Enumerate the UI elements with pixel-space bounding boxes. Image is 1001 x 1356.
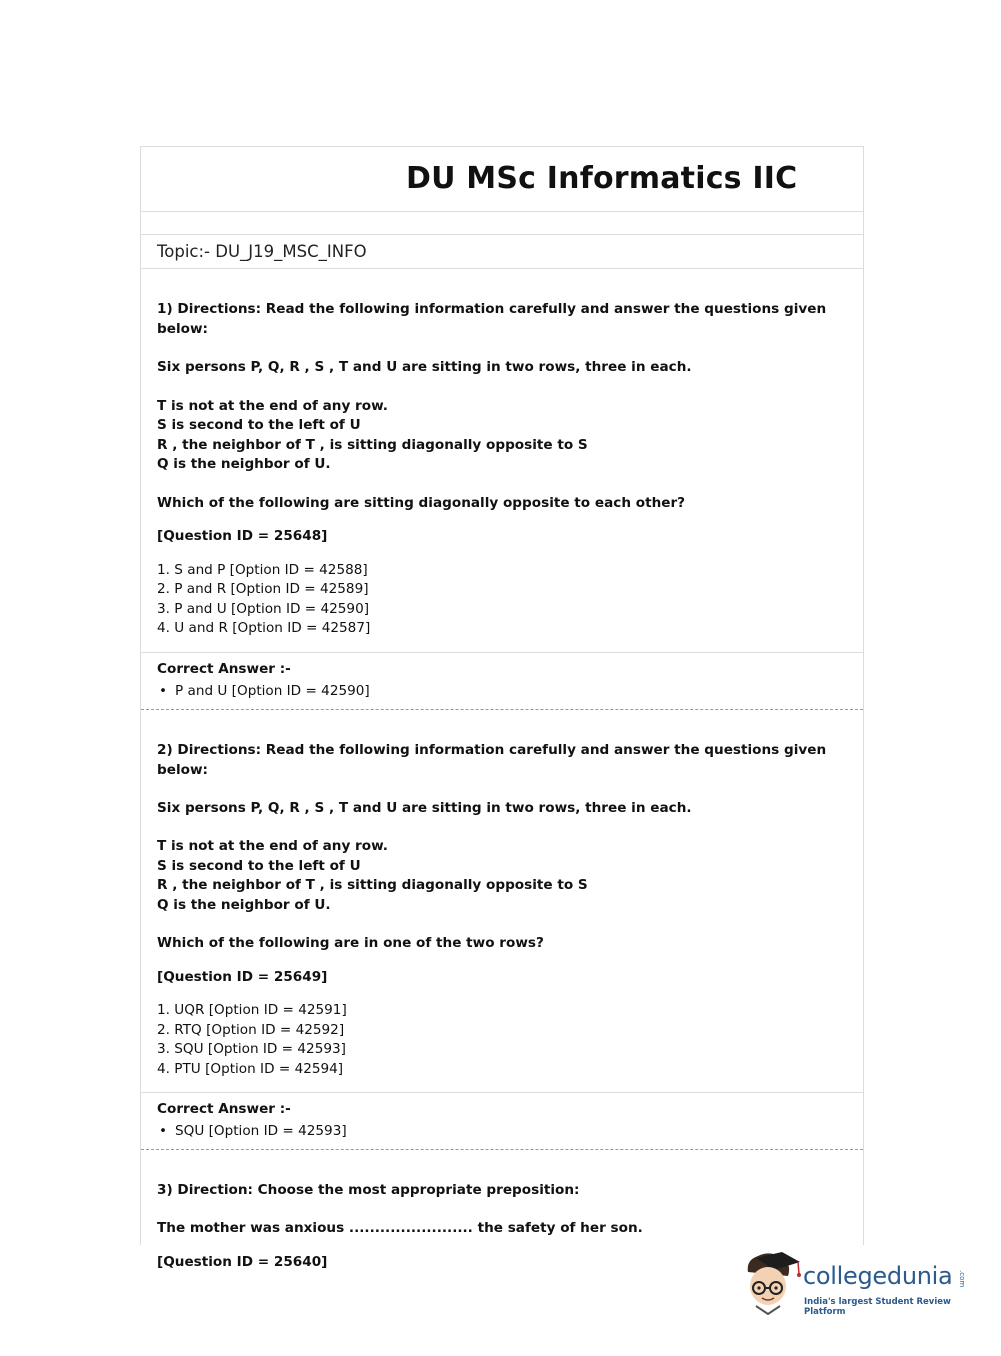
answer-item: • SQU [Option ID = 42593] (159, 1123, 347, 1139)
title-row (141, 147, 863, 212)
question-intro: Six persons P, Q, R , S , T and U are sitting in two rows, three in each. (157, 799, 692, 816)
question-prompt: Which of the following are sitting diagonally opposite to each other? (157, 494, 686, 511)
fact-line: R , the neighbor of T , is sitting diagonally opposite to S (157, 877, 588, 893)
question-id: [Question ID = 25649] (157, 968, 328, 985)
page-title: DU MSc Informatics IIC (406, 161, 798, 196)
option-item: 3. P and U [Option ID = 42590] (157, 600, 370, 617)
option-list (157, 561, 847, 639)
option-item: 1. S and P [Option ID = 42588] (157, 561, 368, 578)
question-2 (141, 710, 863, 1080)
fact-line: Q is the neighbor of U. (157, 896, 331, 913)
option-item: 4. PTU [Option ID = 42594] (157, 1060, 344, 1077)
question-1 (141, 269, 863, 639)
fact-line: S is second to the left of U (157, 417, 361, 433)
question-heading: 3) Direction: Choose the most appropriate preposition: (157, 1182, 580, 1198)
option-item: 4. U and R [Option ID = 42587] (157, 620, 371, 636)
question-facts (157, 397, 847, 475)
question-facts (157, 837, 847, 915)
option-item: 1. UQR [Option ID = 42591] (157, 1002, 347, 1018)
spacer-row (141, 212, 863, 235)
question-heading: 1) Directions: Read the following information carefully and answer the questions given below: (157, 301, 827, 337)
answer-label: Correct Answer :- (157, 660, 291, 677)
option-item: 2. P and R [Option ID = 42589] (157, 581, 369, 597)
answer-block-2 (141, 1092, 863, 1142)
question-sentence: The mother was anxious ........................ the safety of her son. (157, 1220, 643, 1236)
fact-line: T is not at the end of any row. (157, 838, 388, 854)
document-page (140, 146, 864, 1270)
question-prompt: Which of the following are in one of the two rows? (157, 935, 544, 951)
question-id: [Question ID = 25648] (157, 528, 328, 544)
fact-line: S is second to the left of U (157, 857, 361, 874)
fact-line: Q is the neighbor of U. (157, 456, 331, 472)
answer-text: SQU [Option ID = 42593] (175, 1123, 347, 1139)
answer-label: Correct Answer :- (157, 1101, 291, 1117)
logo-wordmark: collegedunia (803, 1262, 953, 1290)
option-item: 2. RTQ [Option ID = 42592] (157, 1021, 345, 1038)
answer-text: P and U [Option ID = 42590] (175, 682, 370, 699)
logo-tagline: India's largest Student Review Platform (804, 1297, 951, 1317)
answer-block-1 (141, 652, 863, 702)
fact-line: R , the neighbor of T , is sitting diagonally opposite to S (157, 436, 588, 453)
question-heading: 2) Directions: Read the following information carefully and answer the questions given below: (157, 741, 827, 778)
topic-label: Topic:- DU_J19_MSC_INFO (141, 235, 863, 269)
logo-suffix: .com (958, 1270, 966, 1288)
question-intro: Six persons P, Q, R , S , T and U are sitting in two rows, three in each. (157, 359, 692, 375)
mascot-icon (742, 1250, 802, 1316)
option-list (157, 1001, 847, 1079)
option-item: 3. SQU [Option ID = 42593] (157, 1041, 346, 1057)
question-id: [Question ID = 25640] (157, 1253, 328, 1270)
fact-line: T is not at the end of any row. (157, 397, 388, 414)
answer-item: • P and U [Option ID = 42590] (159, 682, 370, 699)
collegedunia-logo (742, 1250, 972, 1320)
